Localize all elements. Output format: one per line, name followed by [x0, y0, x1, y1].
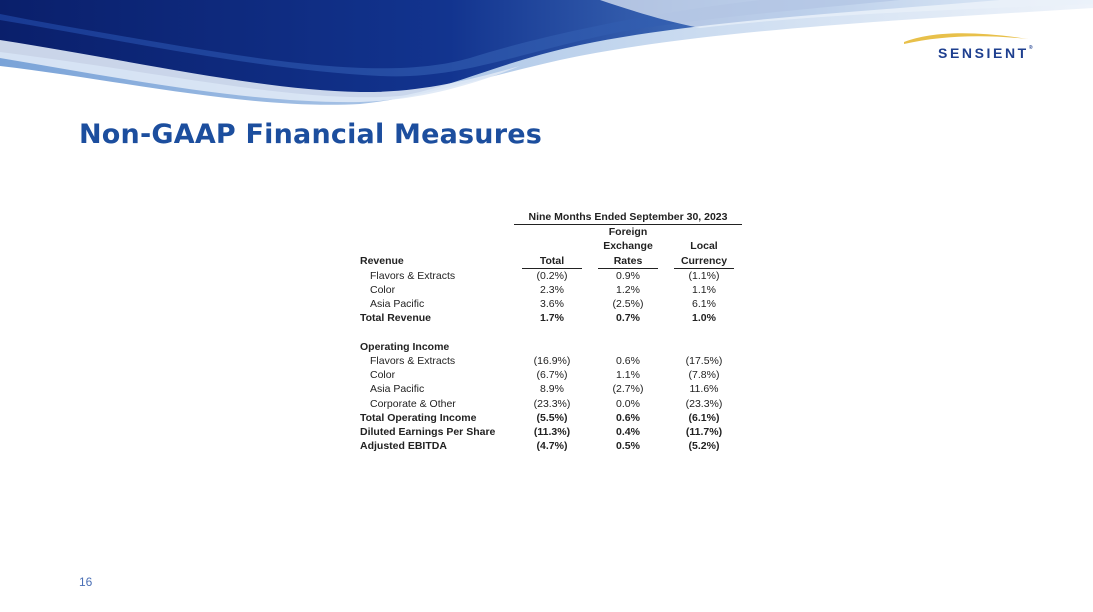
value-fx: (2.5%) [612, 298, 644, 311]
value-total: (4.7%) [536, 440, 568, 453]
table-row [360, 297, 742, 311]
col-local-header: Currency [674, 254, 734, 269]
value-local: (6.1%) [688, 411, 720, 424]
col-total-header: Total [522, 254, 582, 269]
col-fx-header: Rates [598, 254, 658, 269]
value-total: (0.2%) [536, 269, 568, 282]
page-number: 16 [79, 575, 93, 589]
table-row [360, 269, 742, 283]
row-label: Corporate & Other [370, 397, 456, 410]
value-fx: 0.9% [616, 269, 640, 282]
col-total-header-line1 [514, 225, 590, 240]
value-local: (5.2%) [688, 440, 720, 453]
col-local-header-line1 [666, 225, 742, 240]
diluted-eps-row [360, 425, 742, 439]
value-total: (5.5%) [536, 411, 568, 424]
value-total: (16.9%) [533, 355, 571, 368]
total-revenue-row [360, 311, 742, 325]
logo-wordmark: SENSIENT® [938, 45, 1033, 61]
value-local: 1.0% [692, 312, 716, 325]
value-local: (17.5%) [685, 355, 723, 368]
logo-trademark: ® [1028, 45, 1033, 51]
adjusted-ebitda-row [360, 439, 742, 453]
row-label: Total Revenue [360, 312, 431, 325]
value-total: (23.3%) [533, 397, 571, 410]
row-label: Total Operating Income [360, 411, 477, 424]
value-local: (11.7%) [685, 426, 723, 439]
value-local: 6.1% [692, 298, 716, 311]
table-row [360, 382, 742, 396]
value-fx: 0.6% [616, 355, 640, 368]
column-header-row-1 [360, 225, 742, 240]
value-fx: 0.5% [616, 440, 640, 453]
operating-income-section-label: Operating Income [360, 340, 450, 353]
page-title: Non-GAAP Financial Measures [79, 119, 543, 150]
value-local: (23.3%) [685, 397, 723, 410]
value-fx: (2.7%) [612, 383, 644, 396]
row-label: Color [370, 284, 396, 297]
row-label: Adjusted EBITDA [360, 440, 447, 453]
row-label: Asia Pacific [370, 383, 425, 396]
table-row [360, 397, 742, 411]
table-row [360, 368, 742, 382]
value-fx: 1.1% [616, 369, 640, 382]
value-total: 1.7% [540, 312, 564, 325]
value-total: (6.7%) [536, 369, 568, 382]
value-local: (7.8%) [688, 369, 720, 382]
row-label: Diluted Earnings Per Share [360, 426, 496, 439]
value-total: 3.6% [540, 298, 564, 311]
col-fx-header-line2: Exchange [603, 240, 653, 253]
row-label: Flavors & Extracts [370, 355, 456, 368]
col-total-header-line2 [514, 239, 590, 253]
value-fx: 1.2% [616, 284, 640, 297]
value-local: (1.1%) [688, 269, 720, 282]
row-label: Color [370, 369, 396, 382]
value-fx: 0.4% [616, 426, 640, 439]
revenue-section-label: Revenue [360, 255, 404, 268]
value-fx: 0.6% [616, 411, 640, 424]
spacer-row [360, 326, 742, 340]
row-label: Asia Pacific [370, 298, 425, 311]
value-total: 2.3% [540, 284, 564, 297]
value-total: (11.3%) [533, 426, 571, 439]
operating-income-header-row [360, 340, 742, 354]
row-label: Flavors & Extracts [370, 269, 456, 282]
table-row [360, 354, 742, 368]
value-local: 1.1% [692, 284, 716, 297]
financial-measures-table [360, 210, 742, 453]
sensient-logo [900, 30, 1050, 70]
column-header-row-2 [360, 239, 742, 253]
total-operating-income-row [360, 411, 742, 425]
value-fx: 0.0% [616, 397, 640, 410]
value-fx: 0.7% [616, 312, 640, 325]
table-row [360, 283, 742, 297]
col-fx-header-line1: Foreign [608, 226, 648, 239]
value-local: 11.6% [689, 383, 719, 396]
value-total: 8.9% [540, 383, 564, 396]
col-local-header-line2: Local [690, 240, 718, 253]
period-header: Nine Months Ended September 30, 2023 [514, 210, 742, 225]
period-header-row [360, 210, 742, 225]
column-header-row-3 [360, 254, 742, 269]
